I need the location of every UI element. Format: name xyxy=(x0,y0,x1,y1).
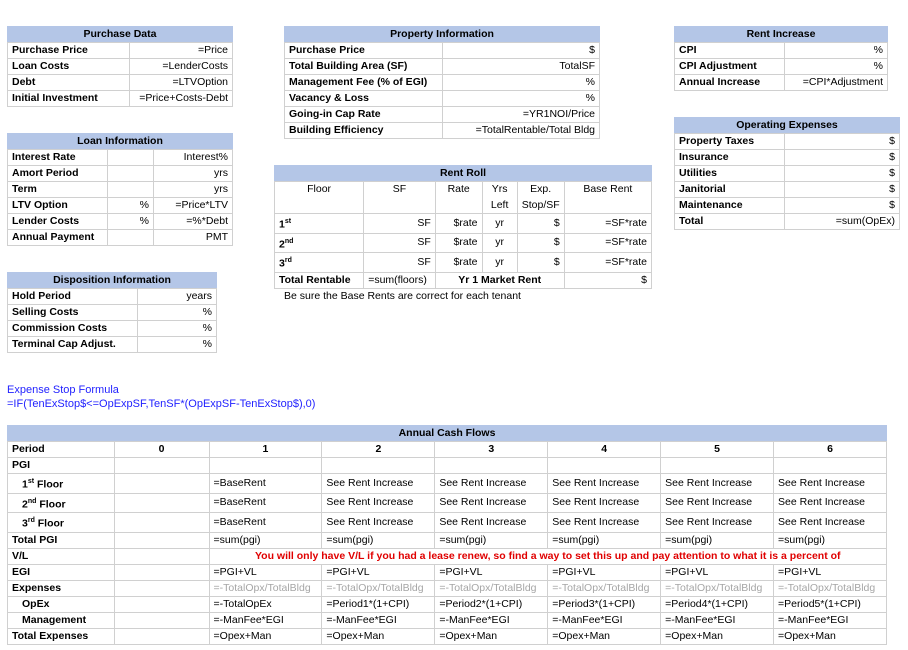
row-value[interactable]: % xyxy=(443,91,600,107)
base-rent-cell[interactable]: =SF*rate xyxy=(564,233,651,253)
opex-label[interactable]: OpEx xyxy=(8,596,115,612)
floor-label[interactable]: 3rd Floor xyxy=(8,513,115,533)
see-rent-increase-cell[interactable]: See Rent Increase xyxy=(322,513,435,533)
see-rent-increase-cell[interactable]: See Rent Increase xyxy=(774,474,887,494)
pgi-row xyxy=(8,458,887,474)
row-label[interactable]: Initial Investment xyxy=(8,91,130,107)
period-5[interactable]: 5 xyxy=(661,442,774,458)
column-header[interactable]: Floor xyxy=(275,182,364,198)
opex-cell[interactable]: =Period5*(1+CPI) xyxy=(774,596,887,612)
table-row xyxy=(285,59,600,75)
row-value[interactable]: % xyxy=(785,43,888,59)
egi-cell[interactable]: =PGI+VL xyxy=(209,564,322,580)
vl-note[interactable]: You will only have V/L if you had a lease renew, so find a way to set this up and pay attention to what it is a percent of xyxy=(209,548,886,564)
table-row xyxy=(8,59,233,75)
table-row xyxy=(8,166,233,182)
period-0[interactable]: 0 xyxy=(114,442,209,458)
row-label[interactable]: Loan Costs xyxy=(8,59,130,75)
rent-roll-header: Rent Roll xyxy=(274,165,652,181)
row-label[interactable]: Building Efficiency xyxy=(285,123,443,139)
row-value[interactable]: =CPI*Adjustment xyxy=(785,75,888,91)
row-value[interactable]: PMT xyxy=(154,230,233,246)
row-label[interactable]: LTV Option xyxy=(8,198,108,214)
period-row xyxy=(8,442,887,458)
cell[interactable] xyxy=(774,458,887,474)
sf-cell[interactable]: SF xyxy=(364,233,436,253)
purchase-data-header: Purchase Data xyxy=(7,26,233,42)
total-rentable-value[interactable]: =sum(floors) xyxy=(364,272,436,288)
egi-cell[interactable]: =PGI+VL xyxy=(774,564,887,580)
sum-pgi-cell[interactable]: =sum(pgi) xyxy=(548,532,661,548)
column-header[interactable]: Stop/SF xyxy=(517,198,564,214)
row-label[interactable]: Term xyxy=(8,182,108,198)
row-unit[interactable]: % xyxy=(108,198,154,214)
total-expenses-cell[interactable]: =Opex+Man xyxy=(548,628,661,644)
table-row xyxy=(8,43,233,59)
floor-label[interactable]: 1st Floor xyxy=(8,474,115,494)
table-row xyxy=(8,289,217,305)
opex-cell[interactable]: =Period2*(1+CPI) xyxy=(435,596,548,612)
row-value[interactable]: yrs xyxy=(154,182,233,198)
table-row xyxy=(8,182,233,198)
row-label[interactable]: Purchase Price xyxy=(285,43,443,59)
management-cell[interactable]: =-ManFee*EGI xyxy=(661,612,774,628)
table-row xyxy=(8,198,233,214)
table-row xyxy=(675,75,888,91)
total-expenses-cell[interactable]: =Opex+Man xyxy=(322,628,435,644)
opex-cell[interactable]: =Period3*(1+CPI) xyxy=(548,596,661,612)
period-label[interactable]: Period xyxy=(8,442,115,458)
rent-roll-note: Be sure the Base Rents are correct for each tenant xyxy=(284,289,521,302)
egi-cell[interactable]: =PGI+VL xyxy=(322,564,435,580)
period-2[interactable]: 2 xyxy=(322,442,435,458)
stop-cell[interactable]: $ xyxy=(517,233,564,253)
property-information-table xyxy=(284,26,600,139)
see-rent-increase-cell[interactable]: See Rent Increase xyxy=(661,493,774,513)
sum-pgi-cell[interactable]: =sum(pgi) xyxy=(774,532,887,548)
annual-cash-flows-header: Annual Cash Flows xyxy=(7,425,887,441)
row-label[interactable]: Annual Payment xyxy=(8,230,108,246)
expenses-cell[interactable]: =-TotalOpx/TotalBldg xyxy=(661,580,774,596)
yrs-cell[interactable]: yr xyxy=(482,233,517,253)
row-value[interactable]: $ xyxy=(785,166,900,182)
management-label[interactable]: Management xyxy=(8,612,115,628)
expenses-cell[interactable]: =-TotalOpx/TotalBldg xyxy=(322,580,435,596)
row-label[interactable]: Vacancy & Loss xyxy=(285,91,443,107)
table-row xyxy=(675,43,888,59)
period-3[interactable]: 3 xyxy=(435,442,548,458)
egi-cell[interactable]: =PGI+VL xyxy=(548,564,661,580)
management-cell[interactable]: =-ManFee*EGI xyxy=(774,612,887,628)
row-value[interactable]: yrs xyxy=(154,166,233,182)
row-unit[interactable] xyxy=(108,150,154,166)
see-rent-increase-cell[interactable]: See Rent Increase xyxy=(322,474,435,494)
see-rent-increase-cell[interactable]: See Rent Increase xyxy=(548,493,661,513)
opex-cell[interactable]: =Period4*(1+CPI) xyxy=(661,596,774,612)
row-value[interactable]: =YR1NOI/Price xyxy=(443,107,600,123)
see-rent-increase-cell[interactable]: See Rent Increase xyxy=(774,493,887,513)
rent-increase-table xyxy=(674,26,888,91)
yrs-cell[interactable]: yr xyxy=(482,253,517,273)
row-value[interactable]: =%*Debt xyxy=(154,214,233,230)
expense-stop-formula: =IF(TenExStop$<=OpExpSF,TenSF*(OpExpSF-TenExStop$),0) xyxy=(7,398,316,410)
row-label[interactable]: Utilities xyxy=(675,166,785,182)
row-unit[interactable] xyxy=(108,230,154,246)
row-value[interactable]: Interest% xyxy=(154,150,233,166)
table-row xyxy=(285,75,600,91)
floor-row xyxy=(8,513,887,533)
period-6[interactable]: 6 xyxy=(774,442,887,458)
column-header[interactable]: Base Rent xyxy=(564,182,651,198)
table-row xyxy=(8,75,233,91)
rent-increase-header: Rent Increase xyxy=(674,26,888,42)
table-row xyxy=(675,166,900,182)
row-label[interactable]: Selling Costs xyxy=(8,305,138,321)
cell[interactable] xyxy=(114,532,209,548)
row-value[interactable]: =LenderCosts xyxy=(130,59,233,75)
disposition-information-table xyxy=(7,272,217,353)
see-rent-increase-cell[interactable]: See Rent Increase xyxy=(548,474,661,494)
sf-cell[interactable]: SF xyxy=(364,214,436,234)
base-rent-cell[interactable]: =BaseRent xyxy=(209,493,322,513)
cell[interactable] xyxy=(114,458,209,474)
column-header[interactable] xyxy=(564,198,651,214)
row-value[interactable]: $ xyxy=(785,134,900,150)
see-rent-increase-cell[interactable]: See Rent Increase xyxy=(435,493,548,513)
total-expenses-cell[interactable]: =Opex+Man xyxy=(661,628,774,644)
cell[interactable] xyxy=(114,612,209,628)
egi-label[interactable]: EGI xyxy=(8,564,115,580)
table-row xyxy=(8,321,217,337)
cell[interactable] xyxy=(114,548,209,564)
rent-roll-header-row xyxy=(275,182,652,198)
expense-stop-title: Expense Stop Formula xyxy=(7,384,119,396)
column-header[interactable]: Left xyxy=(482,198,517,214)
opex-cell[interactable]: =Period1*(1+CPI) xyxy=(322,596,435,612)
management-cell[interactable]: =-ManFee*EGI xyxy=(548,612,661,628)
expenses-cell[interactable]: =-TotalOpx/TotalBldg xyxy=(209,580,322,596)
cell[interactable] xyxy=(435,458,548,474)
row-value[interactable]: $ xyxy=(785,150,900,166)
table-row xyxy=(275,253,652,273)
loan-information-header: Loan Information xyxy=(7,133,233,149)
table-row xyxy=(675,134,900,150)
cell[interactable] xyxy=(209,458,322,474)
total-expenses-label[interactable]: Total Expenses xyxy=(8,628,115,644)
row-label[interactable]: Debt xyxy=(8,75,130,91)
row-label[interactable]: CPI xyxy=(675,43,785,59)
row-label[interactable]: Amort Period xyxy=(8,166,108,182)
row-value[interactable]: =Price*LTV xyxy=(154,198,233,214)
operating-expenses-table xyxy=(674,117,900,230)
rate-cell[interactable]: $rate xyxy=(435,253,482,273)
expenses-label[interactable]: Expenses xyxy=(8,580,115,596)
table-row xyxy=(8,91,233,107)
column-header[interactable] xyxy=(435,198,482,214)
table-row xyxy=(285,107,600,123)
row-value[interactable]: =sum(OpEx) xyxy=(785,214,900,230)
see-rent-increase-cell[interactable]: See Rent Increase xyxy=(548,513,661,533)
sum-pgi-cell[interactable]: =sum(pgi) xyxy=(661,532,774,548)
cell[interactable] xyxy=(114,628,209,644)
pgi-label[interactable]: PGI xyxy=(8,458,115,474)
row-unit[interactable] xyxy=(108,182,154,198)
base-rent-cell[interactable]: =BaseRent xyxy=(209,474,322,494)
table-row xyxy=(275,214,652,234)
rent-roll-total-row xyxy=(275,272,652,288)
operating-expenses-header: Operating Expenses xyxy=(674,117,900,133)
sum-pgi-cell[interactable]: =sum(pgi) xyxy=(322,532,435,548)
table-row xyxy=(8,230,233,246)
expenses-row xyxy=(8,580,887,596)
egi-cell[interactable]: =PGI+VL xyxy=(435,564,548,580)
row-value[interactable]: $ xyxy=(443,43,600,59)
market-rent-label[interactable]: Yr 1 Market Rent xyxy=(435,272,564,288)
row-value[interactable]: =Price xyxy=(130,43,233,59)
base-rent-cell[interactable]: =SF*rate xyxy=(564,253,651,273)
cell[interactable] xyxy=(114,474,209,494)
row-label[interactable]: Purchase Price xyxy=(8,43,130,59)
cell[interactable] xyxy=(114,596,209,612)
table-row xyxy=(285,91,600,107)
property-information-header: Property Information xyxy=(284,26,600,42)
total-pgi-label[interactable]: Total PGI xyxy=(8,532,115,548)
column-header[interactable]: Rate xyxy=(435,182,482,198)
column-header[interactable] xyxy=(364,198,436,214)
total-expenses-row xyxy=(8,628,887,644)
row-value[interactable]: TotalSF xyxy=(443,59,600,75)
column-header[interactable]: Yrs xyxy=(482,182,517,198)
table-row xyxy=(675,150,900,166)
vl-row xyxy=(8,548,887,564)
management-cell[interactable]: =-ManFee*EGI xyxy=(209,612,322,628)
table-row xyxy=(675,198,900,214)
row-label[interactable]: CPI Adjustment xyxy=(675,59,785,75)
expenses-cell[interactable]: =-TotalOpx/TotalBldg xyxy=(548,580,661,596)
row-value[interactable]: =Price+Costs-Debt xyxy=(130,91,233,107)
see-rent-increase-cell[interactable]: See Rent Increase xyxy=(435,474,548,494)
table-row xyxy=(675,182,900,198)
floor-label[interactable]: 2nd Floor xyxy=(8,493,115,513)
table-row xyxy=(675,214,900,230)
management-cell[interactable]: =-ManFee*EGI xyxy=(322,612,435,628)
row-value[interactable]: % xyxy=(138,305,217,321)
floor-cell[interactable]: 3rd xyxy=(275,253,364,273)
yrs-cell[interactable]: yr xyxy=(482,214,517,234)
egi-cell[interactable]: =PGI+VL xyxy=(661,564,774,580)
row-label[interactable]: Insurance xyxy=(675,150,785,166)
egi-row xyxy=(8,564,887,580)
floor-cell[interactable]: 2nd xyxy=(275,233,364,253)
base-rent-cell[interactable]: =SF*rate xyxy=(564,214,651,234)
row-label[interactable]: Interest Rate xyxy=(8,150,108,166)
opex-row xyxy=(8,596,887,612)
total-expenses-cell[interactable]: =Opex+Man xyxy=(774,628,887,644)
column-header[interactable]: SF xyxy=(364,182,436,198)
annual-cash-flows-table xyxy=(7,425,887,645)
management-row xyxy=(8,612,887,628)
base-rent-cell[interactable]: =BaseRent xyxy=(209,513,322,533)
table-row xyxy=(8,214,233,230)
rent-roll-header-row-2 xyxy=(275,198,652,214)
row-label[interactable]: Lender Costs xyxy=(8,214,108,230)
stop-cell[interactable]: $ xyxy=(517,253,564,273)
floor-row xyxy=(8,474,887,494)
row-label[interactable]: Janitorial xyxy=(675,182,785,198)
cell[interactable] xyxy=(661,458,774,474)
row-label[interactable]: Hold Period xyxy=(8,289,138,305)
sf-cell[interactable]: SF xyxy=(364,253,436,273)
column-header[interactable]: Exp. xyxy=(517,182,564,198)
floor-row xyxy=(8,493,887,513)
table-row xyxy=(8,150,233,166)
table-row xyxy=(8,305,217,321)
row-value[interactable]: $ xyxy=(785,198,900,214)
management-cell[interactable]: =-ManFee*EGI xyxy=(435,612,548,628)
row-value[interactable]: years xyxy=(138,289,217,305)
row-value[interactable]: % xyxy=(138,321,217,337)
rent-roll-table xyxy=(274,165,652,303)
see-rent-increase-cell[interactable]: See Rent Increase xyxy=(774,513,887,533)
see-rent-increase-cell[interactable]: See Rent Increase xyxy=(661,474,774,494)
stop-cell[interactable]: $ xyxy=(517,214,564,234)
table-row xyxy=(8,337,217,353)
period-4[interactable]: 4 xyxy=(548,442,661,458)
see-rent-increase-cell[interactable]: See Rent Increase xyxy=(322,493,435,513)
row-value[interactable]: $ xyxy=(785,182,900,198)
table-row xyxy=(285,43,600,59)
purchase-data-table xyxy=(7,26,233,107)
row-unit[interactable]: % xyxy=(108,214,154,230)
row-label[interactable]: Going-in Cap Rate xyxy=(285,107,443,123)
table-row xyxy=(285,123,600,139)
expenses-cell[interactable]: =-TotalOpx/TotalBldg xyxy=(774,580,887,596)
row-label[interactable]: Total Building Area (SF) xyxy=(285,59,443,75)
total-pgi-row xyxy=(8,532,887,548)
total-expenses-cell[interactable]: =Opex+Man xyxy=(435,628,548,644)
table-row xyxy=(675,59,888,75)
period-1[interactable]: 1 xyxy=(209,442,322,458)
row-value[interactable]: % xyxy=(138,337,217,353)
see-rent-increase-cell[interactable]: See Rent Increase xyxy=(661,513,774,533)
row-label[interactable]: Maintenance xyxy=(675,198,785,214)
sum-pgi-cell[interactable]: =sum(pgi) xyxy=(435,532,548,548)
total-rentable-label[interactable]: Total Rentable xyxy=(275,272,364,288)
expenses-cell[interactable]: =-TotalOpx/TotalBldg xyxy=(435,580,548,596)
vl-label[interactable]: V/L xyxy=(8,548,115,564)
row-value[interactable]: % xyxy=(785,59,888,75)
table-row xyxy=(275,233,652,253)
row-label[interactable]: Terminal Cap Adjust. xyxy=(8,337,138,353)
cell[interactable] xyxy=(114,580,209,596)
rate-cell[interactable]: $rate xyxy=(435,233,482,253)
column-header[interactable] xyxy=(275,198,364,214)
cell[interactable] xyxy=(548,458,661,474)
opex-cell[interactable]: =-TotalOpEx xyxy=(209,596,322,612)
row-label[interactable]: Annual Increase xyxy=(675,75,785,91)
row-label[interactable]: Management Fee (% of EGI) xyxy=(285,75,443,91)
cell[interactable] xyxy=(114,493,209,513)
cell[interactable] xyxy=(114,564,209,580)
disposition-information-header: Disposition Information xyxy=(7,272,217,288)
market-rent-value[interactable]: $ xyxy=(564,272,651,288)
row-label[interactable]: Property Taxes xyxy=(675,134,785,150)
row-value[interactable]: =LTVOption xyxy=(130,75,233,91)
row-value[interactable]: =TotalRentable/Total Bldg xyxy=(443,123,600,139)
sum-pgi-cell[interactable]: =sum(pgi) xyxy=(209,532,322,548)
floor-cell[interactable]: 1st xyxy=(275,214,364,234)
row-value[interactable]: % xyxy=(443,75,600,91)
loan-information-table xyxy=(7,133,233,246)
total-expenses-cell[interactable]: =Opex+Man xyxy=(209,628,322,644)
see-rent-increase-cell[interactable]: See Rent Increase xyxy=(435,513,548,533)
row-label[interactable]: Total xyxy=(675,214,785,230)
rate-cell[interactable]: $rate xyxy=(435,214,482,234)
row-unit[interactable] xyxy=(108,166,154,182)
cell[interactable] xyxy=(114,513,209,533)
cell[interactable] xyxy=(322,458,435,474)
row-label[interactable]: Commission Costs xyxy=(8,321,138,337)
